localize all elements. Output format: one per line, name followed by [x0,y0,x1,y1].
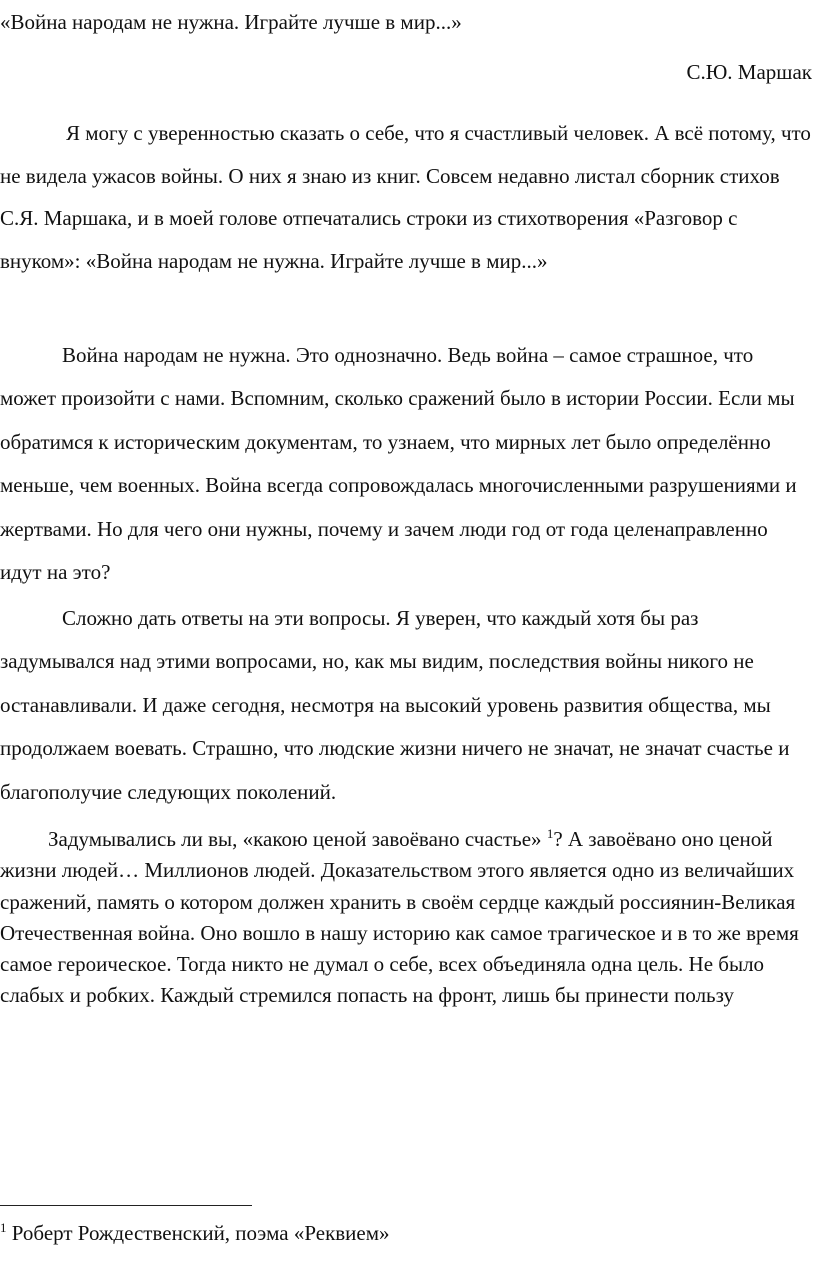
paragraph-2: Война народам не нужна. Это однозначно. Ведь война – самое страшное, что может произойти с нами. Вспомним, сколько сражений было в истории России. Если мы обратимся к историческим документам, то узнаем, что мирных лет было определённо меньше, чем военных. Война всегда сопровождалась многочисленными разрушениями и жертвами. Но для чего они нужны, почему и зачем люди год от года целенаправленно идут на это? [0,343,797,585]
footnote-text: Роберт Рождественский, поэма «Реквием» [6,1221,390,1245]
paragraph-4-text-end: ? А завоёвано оно ценой жизни людей… Миллионов людей. Доказательством этого является одно из величайших сражений, память о котором должен хранить в своём сердце каждый россиянин-Великая Отечественная война. Оно вошло в нашу историю как самое трагическое и в то же время самое героическое. Тогда никто не думал о себе, всех объединяла одна цель. Не было слабых и робких. Каждый стремился попасть на фронт, лишь бы принести пользу [0,827,799,1008]
footnote-reference-mark: 1 [546,826,554,841]
paragraph-3: Сложно дать ответы на эти вопросы. Я уверен, что каждый хотя бы раз задумывался над этими вопросами, но, как мы видим, последствия войны никого не останавливали. И даже сегодня, несмотря на высокий уровень развития общества, мы продолжаем воевать. Страшно, что людские жизни ничего не значат, не значат счастье и благополучие следующих поколений. [0,606,790,804]
footnote [0,1219,390,1247]
paragraph-1: Я могу с уверенностью сказать о себе, что я счастливый человек. А всё потому, что не видела ужасов войны. О них я знаю из книг. Совсем недавно листал сборник стихов С.Я. Маршака, и в моей голове отпечатались строки из стихотворения «Разговор с внуком»: «Война народам не нужна. Играйте лучше в мир...» [0,121,811,273]
epigraph-author: С.Ю. Маршак [686,60,812,84]
paragraph-4-text-start: Задумывались ли вы, «какою ценой завоёвано счастье» [48,827,547,851]
epigraph-quote: «Война народам не нужна. Играйте лучше в мир...» [0,10,462,34]
footnote-mark: 1 [0,1220,7,1235]
paragraph-4 [0,824,814,1012]
footnote-separator [0,1205,252,1206]
